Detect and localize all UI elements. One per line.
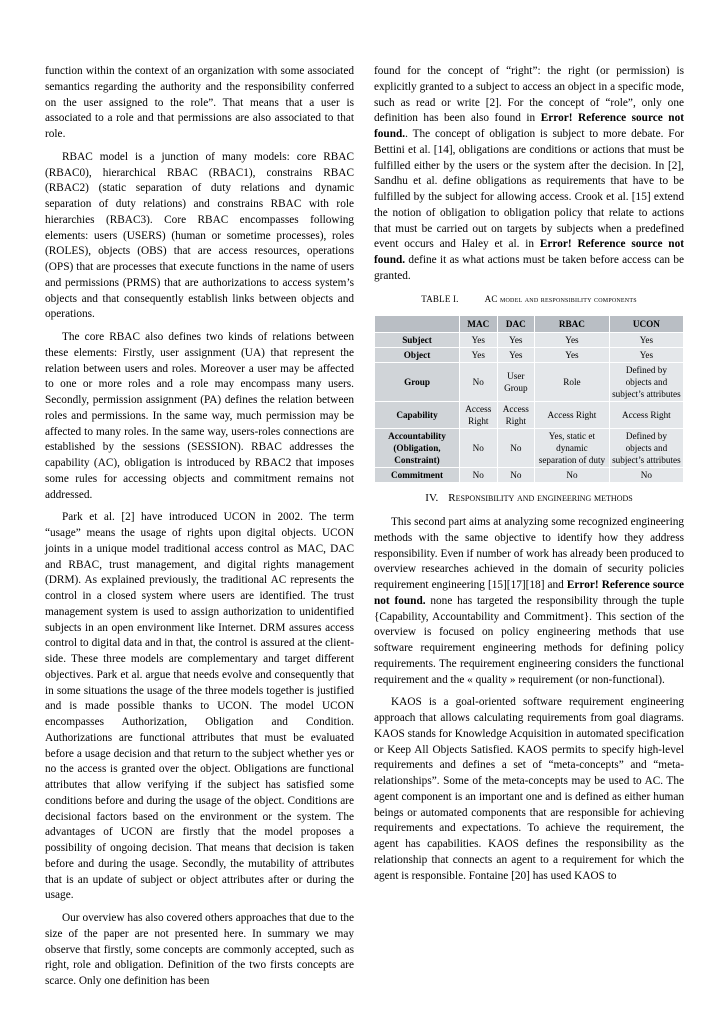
table-row bbox=[375, 333, 684, 348]
table-header-dac: DAC bbox=[497, 316, 535, 333]
text-run: define it as what actions must be taken before access can be granted. bbox=[374, 254, 684, 282]
reference-error: Error! Reference source not found. bbox=[374, 579, 684, 607]
table-cell: Yes bbox=[535, 348, 610, 363]
reference-error: Error! Reference source not found. bbox=[374, 238, 685, 266]
table-header-ucon: UCON bbox=[609, 316, 683, 333]
table-cell: User Group bbox=[497, 363, 535, 402]
left-paragraph-3: The core RBAC also defines two kinds of relations between these elements: Firstly, user assignment (UA) that represent the relation between users and roles. Moreover a user may be affected to one or more roles and a role may encompass many users. Secondly, permission assignment (PA) defines the relation between roles and permissions. In the same way, much permission may be affected to many roles. In the same way, users-roles connections are established by the sessions (SESSION). RBAC addresses the capability (AC), obligation is introduced by RBAC2 that imposes some rules for accessing objects and commitment remains not addressed. bbox=[45, 331, 354, 501]
left-column bbox=[45, 64, 354, 997]
table-cell: No bbox=[460, 363, 498, 402]
right-paragraph-2 bbox=[374, 515, 684, 688]
table-number: TABLE I. bbox=[421, 293, 459, 304]
row-label: Commitment bbox=[375, 468, 460, 483]
table-cell: No bbox=[609, 468, 683, 483]
table-cell: Yes bbox=[497, 348, 535, 363]
table-header-mac: MAC bbox=[460, 316, 498, 333]
table-header-blank bbox=[375, 316, 460, 333]
responsibility-table bbox=[374, 315, 684, 483]
section-heading bbox=[374, 491, 684, 507]
table-cell: Yes bbox=[609, 348, 683, 363]
row-label: Object bbox=[375, 348, 460, 363]
text-run: . The concept of obligation is subject to more debate. For Bettini et al. [14], obligations are conditions or actions that must be fulfilled either by the users or the system after the decision. In [2], Sandhu et al. define obligations as requirements that have to be fulfilled by the subject for allowing access. Crook et al. [15] extend the notion of obligation to obligation policy that relate to actions that must be carried out on targets by subjects when a predefined event occurs and Haley et al. in bbox=[374, 128, 684, 251]
row-label: Subject bbox=[375, 333, 460, 348]
table-cell: No bbox=[535, 468, 610, 483]
table-cell: Defined by objects and subject’s attributes bbox=[609, 429, 683, 468]
table-cell: Yes, static et dynamic separation of duty bbox=[535, 429, 610, 468]
right-paragraph-1 bbox=[374, 64, 684, 285]
left-paragraph-4: Park et al. [2] have introduced UCON in 2002. The term “usage” means the usage of rights upon digital objects. UCON joints in a unique model traditional access control as MAC, DAC and RBAC, trust management, and digital rights management (DRM). As explained previously, the traditional AC represents the control in a closed system where users are identified. The trust management system is used to assign authorization to unidentified subjects in an open environment like Internet. DRM assures access control to digital data and in that, the control is assured at the client-side. These three models are complementary and target different objectives. Park et al. argue that needs evolve and consequently that in some situations the usage of the three models together is justified and is made possible thanks to UCON. The model UCON encompasses Authorization, Obligation and Condition. Authorizations are functional attributes that must be evaluated before a usage decision and that return to the subject whether yes or no the access is granted over the object. Obligations are functional attributes that allow verifying if the subject has satisfied some conditions before and during the usage of the object. Conditions are decisional factors based on the environment or the system. The advantages of UCON are firstly that the model proposes a possibility of ongoing decision. That means that decision is taken before and during the usage. Secondly, the mutability of attributes that is an update of subject or object attributes after or during the usage. bbox=[45, 511, 354, 902]
table-cell: No bbox=[497, 429, 535, 468]
table-cell: Yes bbox=[460, 348, 498, 363]
right-column bbox=[374, 64, 684, 891]
reference-error: Error! Reference source not found. bbox=[374, 112, 684, 140]
table-row bbox=[375, 468, 684, 483]
table-cell: Access Right bbox=[497, 402, 535, 429]
text-run: found for the concept of “right”: the right (or permission) is explicitly granted to a subject to access an object in a specific mode, such as read or write [2]. For the concept of “role”, only one definition has been also found in bbox=[374, 65, 684, 125]
table-cell: No bbox=[460, 429, 498, 468]
table-caption bbox=[374, 292, 684, 308]
table-header-rbac: RBAC bbox=[535, 316, 610, 333]
left-paragraph-2: RBAC model is a junction of many models: core RBAC (RBAC0), hierarchical RBAC (RBAC1), constrains RBAC (RBAC2) (static separation of duty relations and dynamic separation of duty relations) and constrains RBAC with role hierarchies (RBAC3). Core RBAC encompasses following elements: users (USERS) (human or sometime processes), roles (ROLES), objects (OBS) that are access resources, operations (OPS) that are processes that execute functions in the name of users and permissions (PRMS) that are authorizations to access system’s objects and that consequently establish links between objects and operations. bbox=[45, 150, 354, 321]
right-paragraph-3: KAOS is a goal-oriented software requirement engineering approach that allows calculating requirements from goal diagrams. KAOS stands for Knowledge Acquisition in automated specification or Keep All Objects Satisfied. KAOS permits to specify high-level requirements and defines a set of “meta-concepts” and “meta-relationships”. Some of the meta-concepts may be used to AC. The agent component is an important one and is defined as either human beings or automated components that are responsible for achieving requirements and expectations. To achieve the requirement, the agent has capabilities. KAOS defines the responsibility as the relationship that connects an agent to a requirement for which the agent is responsible. Fontaine [20] has used KAOS to bbox=[374, 696, 684, 882]
table-cell: No bbox=[460, 468, 498, 483]
table-cell: Role bbox=[535, 363, 610, 402]
section-title: Responsibility and engineering methods bbox=[448, 492, 633, 505]
table-row bbox=[375, 348, 684, 363]
row-label: Capability bbox=[375, 402, 460, 429]
left-paragraph-5: Our overview has also covered others approaches that due to the size of the paper are not presented here. In summary we may observe that firstly, some concepts are commonly accepted, such as right, role and obligation. Definition of the two firsts concepts are scarce. Only one definition has been bbox=[45, 912, 354, 987]
table-row bbox=[375, 429, 684, 468]
table-caption-text: AC model and responsibility components bbox=[484, 293, 637, 304]
table-cell: Access Right bbox=[460, 402, 498, 429]
table-cell: Yes bbox=[609, 333, 683, 348]
table-row bbox=[375, 402, 684, 429]
table-cell: No bbox=[497, 468, 535, 483]
table-cell: Access Right bbox=[609, 402, 683, 429]
row-label: Accountability (Obligation, Constraint) bbox=[375, 429, 460, 468]
text-run: none has targeted the responsibility through the tuple {Capability, Accountability and Commitment}. This section of the overview is focused on policy engineering methods that use software requirement engineering methods for defining policy requirements. The requirement engineering considers the functional requirement and the « quality » requirement (or non-functional). bbox=[374, 594, 684, 686]
table-cell: Access Right bbox=[535, 402, 610, 429]
table-cell: Yes bbox=[497, 333, 535, 348]
table-row bbox=[375, 363, 684, 402]
text-run: This second part aims at analyzing some recognized engineering methods with the same objective to identify how they address responsibility. Even if number of work has already been produced to overview researches achieved in the domain of security policies requirement engineering [15][17][18] and bbox=[374, 516, 684, 591]
table-cell: Defined by objects and subject’s attributes bbox=[609, 363, 683, 402]
table-header-row bbox=[375, 316, 684, 333]
table-cell: Yes bbox=[535, 333, 610, 348]
left-paragraph-1: function within the context of an organization with some associated semantics regarding the authority and the responsibility conferred on the user assigned to the role”. That means that a user is associated to a role and that permissions are also associated to that role. bbox=[45, 65, 354, 140]
section-number: IV. bbox=[425, 492, 439, 505]
table-cell: Yes bbox=[460, 333, 498, 348]
row-label: Group bbox=[375, 363, 460, 402]
